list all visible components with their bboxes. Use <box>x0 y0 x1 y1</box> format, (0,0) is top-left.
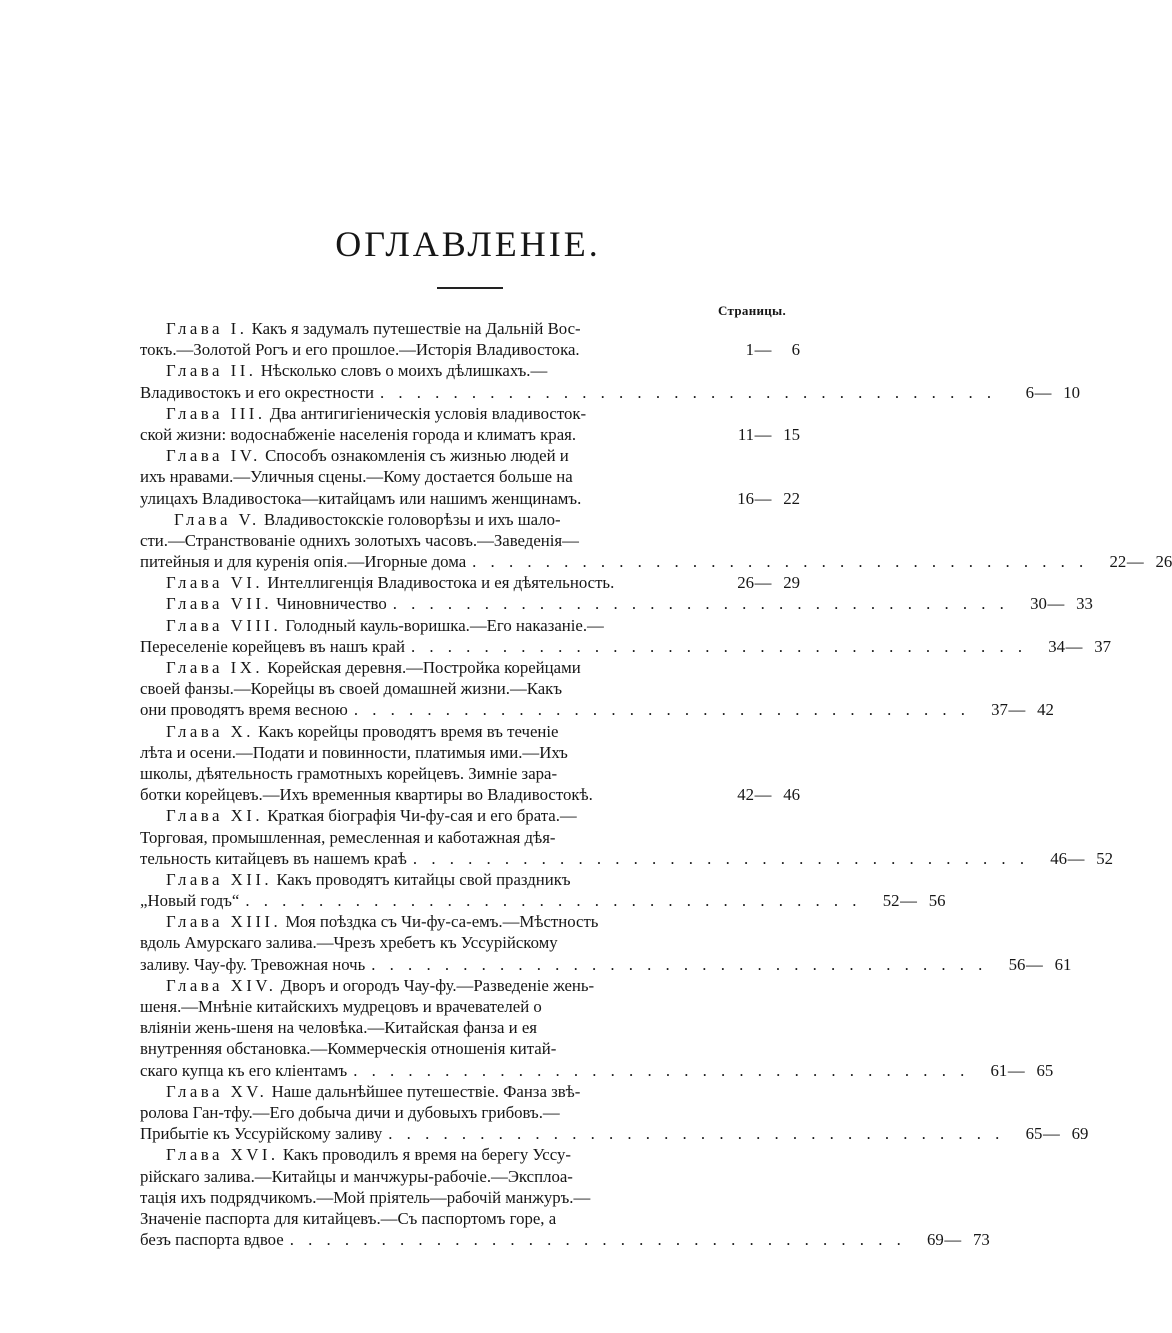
toc-line <box>140 932 800 953</box>
pages-column-header: Страницы. <box>718 303 787 318</box>
page-range: 6 — 10 <box>996 382 1080 403</box>
chapter-label: Глава XII. <box>166 869 273 889</box>
chapter-text: ской жизни: водоснабженіе населенія города и климатъ края. <box>140 424 577 444</box>
chapter-text: Способъ ознакомленія съ жизнью людей и <box>265 446 569 466</box>
chapter-label: Глава XIII. <box>166 912 282 932</box>
chapter-text: Дворъ и огородъ Чау-фу.—Разведеніе жень- <box>280 975 595 995</box>
page-to: 6 <box>791 340 800 360</box>
page-range: 42 — 46 <box>716 784 800 805</box>
toc-line <box>140 530 800 551</box>
chapter-text: вдоль Амурскаго залива.—Чрезъ хребетъ къ Уссурійскому <box>140 933 558 953</box>
chapter-label: Глава XVI. <box>166 1145 279 1165</box>
chapter-text: Значеніе паспорта для китайцевъ.—Съ паспортомъ горе, а <box>140 1208 557 1228</box>
chapter-label: Глава IX. <box>166 658 264 677</box>
table-of-contents <box>140 318 1172 1250</box>
toc-line <box>140 445 800 466</box>
toc-entry <box>140 869 946 911</box>
page-from: 52 <box>882 891 900 911</box>
chapter-label: Глава IV. <box>166 446 261 466</box>
page-from: 26 <box>737 573 754 593</box>
chapter-text: они проводятъ время весною <box>140 700 348 720</box>
toc-entry <box>140 509 1172 573</box>
chapter-text: Наше дальнѣйшее путешествіе. Фанза звѣ- <box>271 1081 581 1101</box>
page-from: 37 <box>991 700 1008 720</box>
page-from: 16 <box>737 488 754 508</box>
chapter-text: Интеллигенція Владивостока и ея дѣятельность. <box>267 573 615 593</box>
chapter-text: тельность китайцевъ въ нашемъ краѣ <box>140 848 407 868</box>
toc-line <box>140 954 1072 975</box>
page-to: 56 <box>928 891 946 911</box>
toc-line <box>140 382 1081 403</box>
toc-line <box>140 1038 800 1059</box>
toc-line <box>140 1166 800 1187</box>
toc-line <box>140 1017 800 1038</box>
toc-entry <box>140 1081 1089 1145</box>
chapter-label: Глава XI. <box>166 806 264 826</box>
chapter-text: скаго купца къ его кліентамъ <box>140 1060 348 1080</box>
toc-line <box>140 848 1114 869</box>
chapter-text: Владивостокскіе головорѣзы и ихъ шало- <box>263 509 561 529</box>
toc-line <box>140 827 800 848</box>
dot-leader: . . . . . . . . . . . . . . . . . . . . . . . . . . . . . . . . . . <box>353 1060 970 1080</box>
page-range: 11 — 15 <box>716 424 800 445</box>
dot-leader: . . . . . . . . . . . . . . . . . . . . . . . . . . . . . . . . . . <box>388 1124 1005 1144</box>
chapter-text: ихъ нравами.—Уличныя сцены.—Кому достается больше на <box>140 467 573 487</box>
chapter-label: Глава III. <box>166 403 266 423</box>
dot-leader: . . . . . . . . . . . . . . . . . . . . . . . . . . . . . . . . . . <box>245 891 862 911</box>
toc-line <box>140 890 946 911</box>
chapter-label: Глава VIII. <box>166 615 282 635</box>
page-to: 65 <box>1036 1060 1054 1080</box>
chapter-text: Нѣсколько словъ о моихъ дѣлишкахъ.— <box>260 361 548 381</box>
page-from: 46 <box>1050 848 1068 868</box>
chapter-text: заливу. Чау-фу. Тревожная ночь <box>140 954 366 974</box>
chapter-text: школы, дѣятельность грамотныхъ корейцевъ. Зимніе зара- <box>140 763 558 783</box>
chapter-text: Прибытіе къ Уссурійскому заливу <box>140 1124 383 1144</box>
toc-entry <box>140 318 800 360</box>
toc-line <box>140 1208 800 1229</box>
chapter-text: внутренняя обстановка.—Коммерческія отношенія китай- <box>140 1039 557 1059</box>
chapter-label: Глава XIV. <box>166 975 277 995</box>
title-rule <box>437 287 503 289</box>
toc-line <box>140 763 800 784</box>
page-to: 61 <box>1054 954 1072 974</box>
chapter-text: своей фанзы.—Корейцы въ своей домашней жизни.—Какъ <box>140 679 563 699</box>
chapter-text: Переселеніе корейцевъ въ нашъ край <box>140 636 405 656</box>
chapter-text: вліяніи жень-шеня на человѣка.—Китайская фанза и ея <box>140 1018 537 1038</box>
page-to: 37 <box>1094 636 1112 656</box>
chapter-text: тація ихъ подрядчикомъ.—Мой пріятель—рабочій манжуръ.— <box>140 1187 591 1207</box>
toc-line <box>140 699 1054 720</box>
page-from: 65 <box>1025 1124 1043 1144</box>
page-from: 34 <box>1048 636 1066 656</box>
chapter-text: рійскаго залива.—Китайцы и манчжуры-рабочіе.—Эксплоа- <box>140 1166 573 1186</box>
toc-line <box>140 869 800 890</box>
toc-entry <box>140 593 1093 614</box>
page-range: 46 — 52 <box>1029 848 1113 869</box>
chapter-text: Корейская деревня.—Постройка корейцами <box>267 658 581 677</box>
page-to: 69 <box>1071 1124 1089 1144</box>
chapter-text: Владивостокъ и его окрестности <box>140 382 374 402</box>
chapter-text: Два антигигіеническія условія владивосток- <box>269 403 587 423</box>
toc-line <box>140 1187 800 1208</box>
page-from: 1 <box>745 340 754 360</box>
toc-line <box>140 911 800 932</box>
chapter-text: Какъ проводятъ китайцы свой праздникъ <box>276 869 571 889</box>
toc-line <box>140 360 800 381</box>
chapter-text: Чиновничество <box>276 594 387 614</box>
dot-leader: . . . . . . . . . . . . . . . . . . . . . . . . . . . . . . . . . . <box>412 848 1030 868</box>
toc-line <box>140 1081 800 1102</box>
page-to: 10 <box>1063 382 1081 402</box>
toc-line <box>140 996 800 1017</box>
page-from: 69 <box>927 1230 944 1250</box>
chapter-text: „Новый годъ“ <box>140 891 240 911</box>
page-from: 61 <box>990 1060 1008 1080</box>
toc-line <box>140 657 800 678</box>
toc-entry <box>140 911 1072 975</box>
chapter-text: Какъ корейцы проводятъ время въ теченіе <box>258 721 559 741</box>
toc-line <box>140 636 1112 657</box>
toc-line <box>140 551 1172 572</box>
chapter-text: Краткая біографія Чи-фу-сая и его брата.— <box>267 806 577 826</box>
chapter-text: ботки корейцевъ.—Ихъ временныя квартиры во Владивостокѣ. <box>140 785 593 805</box>
page-to: 22 <box>783 488 800 508</box>
chapter-label: Глава VI. <box>166 573 264 593</box>
chapter-text: сти.—Странствованіе однихъ золотыхъ часовъ.—Заведенія— <box>140 530 579 550</box>
page-to: 73 <box>973 1230 990 1250</box>
dot-leader: . . . . . . . . . . . . . . . . . . . . . . . . . . . . . . . . . . <box>472 552 1089 572</box>
chapter-label: Глава II. <box>166 361 257 381</box>
toc-line <box>140 466 800 487</box>
toc-entry <box>140 657 1054 721</box>
toc-line <box>140 975 800 996</box>
dot-leader: . . . . . . . . . . . . . . . . . . . . . . . . . . . . . . . . . . <box>410 636 1028 656</box>
toc-line <box>140 488 800 509</box>
chapter-text: безъ паспорта вдвое <box>140 1230 284 1250</box>
chapter-text: питейныя и для куренія опія.—Игорные дома <box>140 552 467 572</box>
page-from: 56 <box>1008 954 1026 974</box>
toc-line <box>140 1144 800 1165</box>
chapter-label: Глава X. <box>166 721 254 741</box>
chapter-text: Голодный кауль-воришка.—Его наказаніе.— <box>285 615 604 635</box>
page-range: 22 — 26 <box>1088 551 1172 572</box>
page-from: 22 <box>1109 552 1127 572</box>
page-title: ОГЛАВЛЕНІЕ. <box>335 224 601 264</box>
toc-line <box>140 339 800 360</box>
toc-entry <box>140 975 1054 1081</box>
toc-entry <box>140 360 1081 402</box>
page-range: 37 — 42 <box>970 699 1054 720</box>
page-to: 46 <box>783 785 800 805</box>
chapter-text: Какъ я задумалъ путешествіе на Дальній Вос- <box>251 319 581 338</box>
toc-entry <box>140 615 1112 657</box>
chapter-text: шеня.—Мнѣніе китайскихъ мудрецовъ и врачевателей о <box>140 997 542 1016</box>
page-to: 52 <box>1096 848 1114 868</box>
toc-line <box>140 678 800 699</box>
chapter-label: Глава XV. <box>166 1081 268 1101</box>
dot-leader: . . . . . . . . . . . . . . . . . . . . . . . . . . . . . . . . . . <box>392 594 1009 614</box>
toc-line <box>140 1229 990 1250</box>
page-range: 69 — 73 <box>906 1229 990 1250</box>
toc-line <box>140 572 800 593</box>
page-from: 30 <box>1030 594 1047 614</box>
toc-entry <box>140 805 1114 869</box>
chapter-label: Глава VII. <box>166 594 273 614</box>
toc-line <box>140 509 800 530</box>
toc-entry <box>140 403 800 445</box>
dot-leader: . . . . . . . . . . . . . . . . . . . . . . . . . . . . . . . . . . <box>371 954 988 974</box>
page-from: 6 <box>1025 382 1035 402</box>
toc-line <box>140 721 800 742</box>
page-range: 30 — 33 <box>1009 593 1093 614</box>
toc-entry <box>140 572 800 593</box>
toc-line <box>140 742 800 763</box>
page-range: 61 — 65 <box>969 1060 1053 1081</box>
page-range: 1 — 6 <box>716 339 800 360</box>
toc-line <box>140 424 800 445</box>
toc-line <box>140 318 800 339</box>
page-to: 26 <box>1155 552 1172 572</box>
page-range: 26 — 29 <box>716 572 800 593</box>
toc-line <box>140 784 800 805</box>
dot-leader: . . . . . . . . . . . . . . . . . . . . . . . . . . . . . . . . . . <box>289 1230 906 1250</box>
page-range: 16 — 22 <box>716 488 800 509</box>
toc-entry <box>140 445 800 509</box>
page-range: 34 — 37 <box>1027 636 1111 657</box>
chapter-text: ролова Ган-тфу.—Его добыча дичи и дубовыхъ грибовъ.— <box>140 1102 560 1122</box>
chapter-label: Глава I. <box>166 319 248 338</box>
dot-leader: . . . . . . . . . . . . . . . . . . . . . . . . . . . . . . . . . . <box>379 382 997 402</box>
chapter-text: токъ.—Золотой Рогъ и его прошлое.—Исторія Владивостока. <box>140 340 580 360</box>
page-from: 42 <box>737 785 754 805</box>
page-range: 52 — 56 <box>861 890 945 911</box>
toc-line <box>140 1123 1089 1144</box>
chapter-label: Глава V. <box>174 509 260 529</box>
dot-leader: . . . . . . . . . . . . . . . . . . . . . . . . . . . . . . . . . . <box>353 700 970 720</box>
toc-line <box>140 403 800 424</box>
page-range: 56 — 61 <box>987 954 1071 975</box>
chapter-text: Какъ проводилъ я время на берегу Уссу- <box>282 1145 571 1165</box>
page-range: 65 — 69 <box>1004 1123 1088 1144</box>
page-from: 11 <box>737 424 754 444</box>
toc-line <box>140 615 800 636</box>
page-to: 42 <box>1037 700 1054 720</box>
toc-line <box>140 1060 1054 1081</box>
toc-entry <box>140 721 800 806</box>
chapter-text: улицахъ Владивостока—китайцамъ или нашимъ женщинамъ. <box>140 488 582 508</box>
toc-line <box>140 805 800 826</box>
chapter-text: Моя поѣздка съ Чи-фу-са-емъ.—Мѣстность <box>285 912 599 932</box>
toc-entry <box>140 1144 990 1250</box>
page-to: 29 <box>783 573 800 593</box>
page-to: 33 <box>1076 594 1093 614</box>
toc-line <box>140 593 1093 614</box>
page-to: 15 <box>783 424 800 444</box>
chapter-text: Торговая, промышленная, ремесленная и каботажная дѣя- <box>140 827 556 847</box>
toc-line <box>140 1102 800 1123</box>
chapter-text: лѣта и осени.—Подати и повинности, платимыя ими.—Ихъ <box>140 742 568 762</box>
